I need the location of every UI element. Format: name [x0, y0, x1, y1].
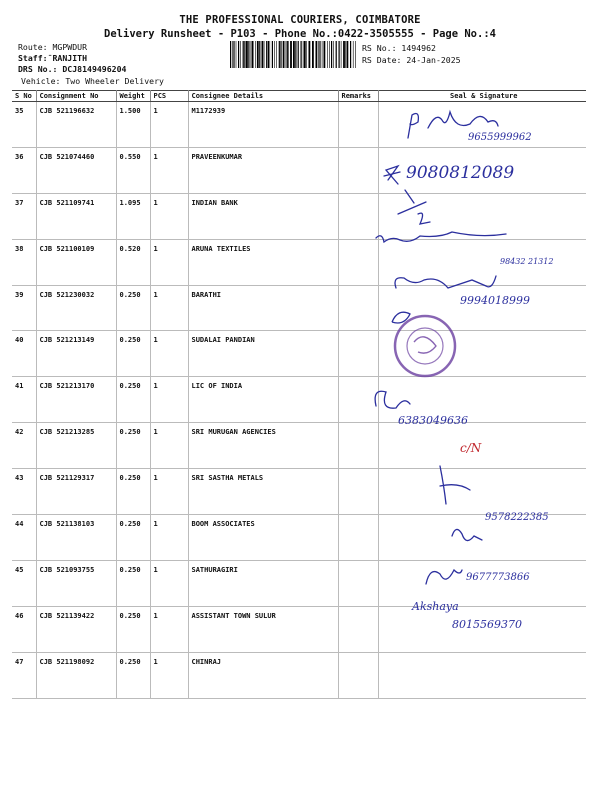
drs-number-field: DRS No.: DCJ8149496204	[18, 64, 127, 75]
cell-weight: 0.250	[116, 560, 150, 606]
cell-consignee: SRI MURUGAN AGENCIES	[188, 423, 338, 469]
barcode-bar	[320, 41, 321, 68]
column-header-signature: Seal & Signature	[378, 91, 586, 102]
barcode-bar	[248, 41, 249, 68]
cell-remarks	[338, 606, 378, 652]
barcode-image	[230, 41, 356, 68]
cell-weight: 0.520	[116, 239, 150, 285]
runsheet-subtitle: Delivery Runsheet - P103 - Phone No.:0422-3505555 - Page No.:4	[104, 28, 496, 40]
cell-consignment: CJB 521139422	[36, 606, 116, 652]
handwritten-cn-note: c/N	[460, 441, 482, 455]
cell-signature	[378, 285, 586, 331]
barcode-bar	[268, 41, 269, 68]
handwritten-phone-10: 8015569370	[452, 618, 522, 631]
cell-consignment: CJB 521213285	[36, 423, 116, 469]
column-header-pcs: PCS	[150, 91, 188, 102]
cell-weight: 0.250	[116, 331, 150, 377]
cell-remarks	[338, 515, 378, 561]
cell-weight: 0.250	[116, 423, 150, 469]
column-header-consignment: Consignment No	[36, 91, 116, 102]
barcode-bar	[266, 41, 267, 68]
table-row	[12, 102, 586, 148]
cell-remarks	[338, 377, 378, 423]
barcode-bar	[236, 41, 237, 68]
cell-pcs: 1	[150, 606, 188, 652]
cell-sno: 38	[12, 239, 36, 285]
barcode-bar	[274, 41, 275, 68]
cell-remarks	[338, 102, 378, 148]
cell-sno: 37	[12, 193, 36, 239]
barcode-bar	[295, 41, 296, 68]
barcode-bar	[270, 41, 271, 68]
cell-consignee: LIC OF INDIA	[188, 377, 338, 423]
barcode-bar	[309, 41, 311, 68]
cell-remarks	[338, 469, 378, 515]
cell-signature	[378, 331, 586, 377]
barcode-bar	[339, 41, 340, 68]
staff-field: Staff:¯RANJITH	[18, 53, 88, 64]
barcode-bar	[259, 41, 260, 68]
cell-weight: 0.250	[116, 606, 150, 652]
table-row	[12, 606, 586, 652]
column-header-consignee: Consignee Details	[188, 91, 338, 102]
cell-weight: 0.250	[116, 652, 150, 698]
barcode-bar	[262, 41, 264, 68]
cell-sno: 43	[12, 469, 36, 515]
cell-sno: 45	[12, 560, 36, 606]
barcode-bar	[336, 41, 337, 68]
cell-pcs: 1	[150, 515, 188, 561]
barcode-bar	[303, 41, 304, 68]
cell-signature	[378, 193, 586, 239]
cell-signature	[378, 652, 586, 698]
cell-signature	[378, 423, 586, 469]
barcode-bar	[301, 41, 302, 68]
cell-sno: 35	[12, 102, 36, 148]
cell-pcs: 1	[150, 652, 188, 698]
company-title: THE PROFESSIONAL COURIERS, COIMBATORE	[179, 14, 421, 26]
barcode-bar	[293, 41, 295, 68]
cell-pcs: 1	[150, 560, 188, 606]
column-header-remarks: Remarks	[338, 91, 378, 102]
barcode-bar	[304, 41, 306, 68]
table-row	[12, 147, 586, 193]
barcode-bar	[318, 41, 319, 68]
cell-remarks	[338, 239, 378, 285]
cell-pcs: 1	[150, 423, 188, 469]
cell-consignment: CJB 521213170	[36, 377, 116, 423]
cell-consignee: CHINRAJ	[188, 652, 338, 698]
cell-signature	[378, 469, 586, 515]
table-row	[12, 423, 586, 469]
barcode-bar	[232, 41, 233, 68]
handwritten-phone-3: 98432 21312	[500, 257, 554, 266]
table-row	[12, 469, 586, 515]
cell-consignment: CJB 521093755	[36, 560, 116, 606]
cell-consignee: ASSISTANT TOWN SULUR	[188, 606, 338, 652]
cell-consignment: CJB 521074460	[36, 147, 116, 193]
cell-remarks	[338, 193, 378, 239]
cell-pcs: 1	[150, 377, 188, 423]
barcode-bar	[350, 41, 351, 68]
table-row	[12, 377, 586, 423]
barcode-bar	[316, 41, 318, 68]
cell-signature	[378, 239, 586, 285]
cell-consignee: INDIAN BANK	[188, 193, 338, 239]
barcode-bar	[290, 41, 292, 68]
cell-consignee: SUDALAI PANDIAN	[188, 331, 338, 377]
runsheet-table	[12, 90, 586, 699]
cell-pcs: 1	[150, 102, 188, 148]
cell-weight: 0.250	[116, 377, 150, 423]
cell-weight: 0.250	[116, 285, 150, 331]
cell-signature	[378, 377, 586, 423]
cell-pcs: 1	[150, 147, 188, 193]
cell-remarks	[338, 652, 378, 698]
barcode-bar	[288, 41, 289, 68]
cell-signature	[378, 515, 586, 561]
barcode-bar	[287, 41, 288, 68]
cell-sno: 44	[12, 515, 36, 561]
cell-sno: 47	[12, 652, 36, 698]
column-header-sno: S No	[12, 91, 36, 102]
cell-remarks	[338, 285, 378, 331]
cell-remarks	[338, 423, 378, 469]
handwritten-name: Akshaya	[412, 600, 459, 613]
barcode-bar	[257, 41, 259, 68]
cell-weight: 1.095	[116, 193, 150, 239]
barcode-bar	[345, 41, 346, 68]
cell-pcs: 1	[150, 331, 188, 377]
cell-sno: 41	[12, 377, 36, 423]
cell-consignee: PRAVEENKUMAR	[188, 147, 338, 193]
cell-remarks	[338, 560, 378, 606]
barcode-bar	[322, 41, 323, 68]
barcode-bar	[347, 41, 349, 68]
cell-consignment: CJB 521109741	[36, 193, 116, 239]
barcode-bar	[252, 41, 254, 68]
cell-consignee: SRI SASTHA METALS	[188, 469, 338, 515]
cell-pcs: 1	[150, 285, 188, 331]
handwritten-phone-4: 9994018999	[460, 294, 530, 307]
route-field: Route: MGPWDUR	[18, 42, 88, 52]
barcode-bar	[306, 41, 307, 68]
barcode-bar	[238, 41, 239, 68]
handwritten-phone-7: 9578222385	[485, 512, 549, 523]
cell-sno: 40	[12, 331, 36, 377]
vehicle-field: Vehicle: Two Wheeler Delivery	[21, 75, 164, 86]
cell-consignee: M1172939	[188, 102, 338, 148]
cell-weight: 1.500	[116, 102, 150, 148]
cell-pcs: 1	[150, 193, 188, 239]
cell-sno: 36	[12, 147, 36, 193]
barcode-bar	[244, 41, 245, 68]
barcode-bar	[312, 41, 314, 68]
barcode-bar	[251, 41, 252, 68]
barcode-bar	[230, 41, 231, 68]
cell-remarks	[338, 331, 378, 377]
table-row	[12, 652, 586, 698]
barcode-bar	[243, 41, 244, 68]
cell-remarks	[338, 147, 378, 193]
cell-consignment: CJB 521138103	[36, 515, 116, 561]
barcode-bar	[333, 41, 334, 68]
cell-pcs: 1	[150, 469, 188, 515]
handwritten-phone-5: 6383049636	[398, 414, 468, 427]
barcode-bar	[298, 41, 299, 68]
cell-signature	[378, 102, 586, 148]
handwritten-phone-1: 9655999962	[468, 132, 532, 143]
cell-weight: 0.550	[116, 147, 150, 193]
table-header-row	[12, 91, 586, 102]
barcode-bar	[272, 41, 273, 68]
barcode-bar	[255, 41, 256, 68]
table-row	[12, 560, 586, 606]
runsheet-meta-right	[362, 42, 461, 66]
cell-weight: 0.250	[116, 469, 150, 515]
table-row	[12, 239, 586, 285]
cell-consignment: CJB 521196632	[36, 102, 116, 148]
cell-pcs: 1	[150, 239, 188, 285]
cell-signature	[378, 606, 586, 652]
cell-consignee: BARATHI	[188, 285, 338, 331]
barcode-bar	[327, 41, 328, 68]
cell-consignment: CJB 521198092	[36, 652, 116, 698]
table-row	[12, 331, 586, 377]
barcode-bar	[355, 41, 356, 68]
barcode-bar	[286, 41, 287, 68]
barcode-bar	[343, 41, 345, 68]
barcode-bar	[264, 41, 265, 68]
cell-consignment: CJB 521100109	[36, 239, 116, 285]
rs-number-field: RS No.: 1494962	[362, 43, 436, 53]
cell-consignment: CJB 521129317	[36, 469, 116, 515]
cell-consignment: CJB 521213149	[36, 331, 116, 377]
cell-signature	[378, 560, 586, 606]
barcode-bar	[341, 41, 342, 68]
barcode-bar	[280, 41, 281, 68]
column-header-weight: Weight	[116, 91, 150, 102]
table-row	[12, 285, 586, 331]
barcode-bar	[283, 41, 285, 68]
barcode-bar	[246, 41, 248, 68]
barcode-bar	[276, 41, 277, 68]
barcode-bar	[233, 41, 234, 68]
runsheet-meta-left	[18, 42, 164, 87]
rs-date-field: RS Date: 24-Jan-2025	[362, 55, 461, 65]
barcode-bar	[353, 41, 354, 68]
handwritten-phone-8: 9677773866	[466, 572, 530, 583]
cell-sno: 42	[12, 423, 36, 469]
barcode-bar	[324, 41, 326, 68]
cell-consignee: SATHURAGIRI	[188, 560, 338, 606]
barcode-bar	[240, 41, 241, 68]
handwritten-phone-2: 9080812089	[406, 163, 515, 183]
cell-consignment: CJB 521230032	[36, 285, 116, 331]
barcode-bar	[329, 41, 330, 68]
cell-weight: 0.250	[116, 515, 150, 561]
barcode-bar	[331, 41, 332, 68]
cell-signature	[378, 147, 586, 193]
cell-sno: 46	[12, 606, 36, 652]
table-row	[12, 515, 586, 561]
cell-consignee: ARUNA TEXTILES	[188, 239, 338, 285]
table-row	[12, 193, 586, 239]
cell-consignee: BOOM ASSOCIATES	[188, 515, 338, 561]
cell-sno: 39	[12, 285, 36, 331]
barcode-bar	[279, 41, 280, 68]
